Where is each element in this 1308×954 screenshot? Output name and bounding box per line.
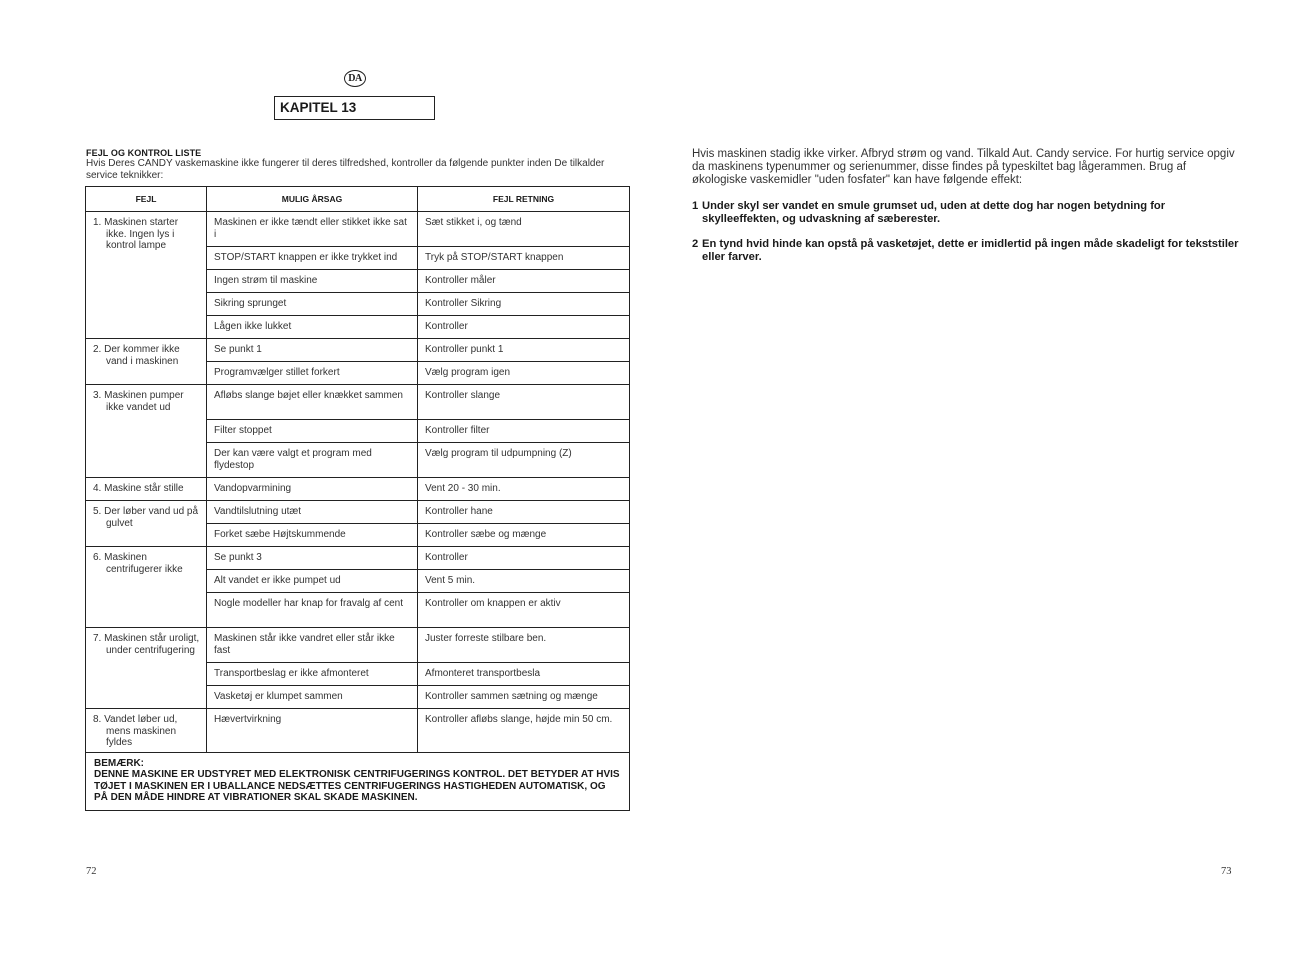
- column-header-remedy: FEJL RETNING: [418, 187, 630, 212]
- section-title: FEJL OG KONTROL LISTE: [86, 148, 202, 158]
- remedy-cell: Kontroller punkt 1: [418, 339, 630, 362]
- table-row: [86, 547, 630, 570]
- cause-cell: Nogle modeller har knap for fravalg af cent: [207, 593, 418, 628]
- remedy-cell: Kontroller: [418, 547, 630, 570]
- remedy-cell: Kontroller: [418, 316, 630, 339]
- fault-cell: [86, 628, 207, 709]
- cause-cell: Vandtilslutning utæt: [207, 501, 418, 524]
- cause-cell: Programvælger stillet forkert: [207, 362, 418, 385]
- remedy-cell: Afmonteret transportbesla: [418, 663, 630, 686]
- remedy-cell: Vælg program igen: [418, 362, 630, 385]
- cause-cell: Transportbeslag er ikke afmonteret: [207, 663, 418, 686]
- service-paragraph: Hvis maskinen stadig ikke virker. Afbryd strøm og vand. Tilkald Aut. Candy service. For hurtig service opgiv da maskinens typenummer og serienummer, disse findes på typeskiltet bag lågerammen. Brug af økologiske vaskemidler "uden fosfater" kan have følgende effekt:: [692, 148, 1235, 186]
- note-number: 2: [692, 238, 699, 250]
- cause-cell: STOP/START knappen er ikke trykket ind: [207, 247, 418, 270]
- cause-cell: Se punkt 1: [207, 339, 418, 362]
- remedy-cell: Kontroller Sikring: [418, 293, 630, 316]
- table-row: [86, 385, 630, 420]
- cause-cell: Alt vandet er ikke pumpet ud: [207, 570, 418, 593]
- note-item: [692, 238, 1242, 264]
- page-number-right: 73: [1221, 866, 1232, 877]
- fault-text: 7. Maskinen står uroligt, under centrifugering: [93, 633, 200, 656]
- cause-cell: Maskinen er ikke tændt eller stikket ikke sat i: [207, 212, 418, 247]
- cause-cell: Filter stoppet: [207, 420, 418, 443]
- remedy-cell: Vent 20 - 30 min.: [418, 478, 630, 501]
- remedy-cell: Kontroller afløbs slange, højde min 50 cm.: [418, 709, 630, 753]
- section-intro: Hvis Deres CANDY vaskemaskine ikke fungerer til deres tilfredshed, kontroller da følgende punkter inden De tilkalder service teknikker:: [86, 158, 605, 181]
- fault-text: 3. Maskinen pumper ikke vandet ud: [93, 390, 184, 413]
- fault-cell: [86, 385, 207, 478]
- cause-cell: Sikring sprunget: [207, 293, 418, 316]
- remedy-cell: Juster forreste stilbare ben.: [418, 628, 630, 663]
- remark-row: [86, 752, 630, 810]
- remedy-cell: Tryk på STOP/START knappen: [418, 247, 630, 270]
- column-header-cause: MULIG ÅRSAG: [207, 187, 418, 212]
- column-header-fault: FEJL: [86, 187, 207, 212]
- table-row: [86, 478, 630, 501]
- fault-text: 4. Maskine står stille: [93, 483, 184, 494]
- remark-title: BEMÆRK:: [94, 757, 144, 769]
- fault-cell: [86, 212, 207, 339]
- table-row: [86, 709, 630, 753]
- fault-text: 2. Der kommer ikke vand i maskinen: [93, 344, 180, 367]
- fault-text: 5. Der løber vand ud på gulvet: [93, 506, 199, 529]
- fault-cell: [86, 478, 207, 501]
- remedy-cell: Kontroller om knappen er aktiv: [418, 593, 630, 628]
- table-header-row: [86, 187, 630, 212]
- chapter-heading: KAPITEL 13: [274, 96, 435, 120]
- cause-cell: Vasketøj er klumpet sammen: [207, 686, 418, 709]
- note-item: [692, 200, 1242, 226]
- cause-cell: Der kan være valgt et program med flydestop: [207, 443, 418, 478]
- remedy-cell: Kontroller slange: [418, 385, 630, 420]
- remedy-cell: Kontroller hane: [418, 501, 630, 524]
- cause-cell: Maskinen står ikke vandret eller står ikke fast: [207, 628, 418, 663]
- fault-cell: [86, 709, 207, 753]
- remedy-cell: Kontroller sæbe og mænge: [418, 524, 630, 547]
- fault-cell: [86, 501, 207, 547]
- fault-cell: [86, 339, 207, 385]
- fault-text: 1. Maskinen starter ikke. Ingen lys i kontrol lampe: [93, 217, 179, 251]
- remedy-cell: Vent 5 min.: [418, 570, 630, 593]
- remedy-cell: Sæt stikket i, og tænd: [418, 212, 630, 247]
- remedy-cell: Kontroller sammen sætning og mænge: [418, 686, 630, 709]
- cause-cell: Ingen strøm til maskine: [207, 270, 418, 293]
- remark-text: DENNE MASKINE ER UDSTYRET MED ELEKTRONISK CENTRIFUGERINGS KONTROL. DET BETYDER AT HVIS TØJET I MASKINEN ER I UBALLANCE NEDSÆTTES CENTRIFUGERINGS HASTIGHEDEN AUTOMATISK, OG PÅ DEN MÅDE HINDRE AT VIBRATIONER SKAL SKADE MASKINEN.: [94, 769, 620, 803]
- fault-text: 6. Maskinen centrifugerer ikke: [93, 552, 183, 575]
- note-text: Under skyl ser vandet en smule grumset ud, uden at dette dog har nogen betydning for skylleeffekten, og udvaskning af sæberester.: [702, 200, 1166, 225]
- troubleshooting-table: [85, 186, 630, 811]
- fault-text: 8. Vandet løber ud, mens maskinen fyldes: [93, 714, 178, 748]
- table-row: [86, 212, 630, 247]
- page-number-left: 72: [86, 866, 97, 877]
- remedy-cell: Kontroller måler: [418, 270, 630, 293]
- cause-cell: Se punkt 3: [207, 547, 418, 570]
- remark-cell: [86, 752, 630, 810]
- cause-cell: Forket sæbe Højtskummende: [207, 524, 418, 547]
- fault-cell: [86, 547, 207, 628]
- note-number: 1: [692, 200, 699, 212]
- cause-cell: Hævertvirkning: [207, 709, 418, 753]
- cause-cell: Afløbs slange bøjet eller knækket sammen: [207, 385, 418, 420]
- cause-cell: Vandopvarmining: [207, 478, 418, 501]
- cause-cell: Lågen ikke lukket: [207, 316, 418, 339]
- remedy-cell: Vælg program til udpumpning (Z): [418, 443, 630, 478]
- note-text: En tynd hvid hinde kan opstå på vasketøjet, dette er imidlertid på ingen måde skadeligt for tekststiler eller farver.: [702, 238, 1239, 263]
- table-row: [86, 628, 630, 663]
- table-row: [86, 501, 630, 524]
- remedy-cell: Kontroller filter: [418, 420, 630, 443]
- table-row: [86, 339, 630, 362]
- language-badge: DA: [344, 70, 366, 87]
